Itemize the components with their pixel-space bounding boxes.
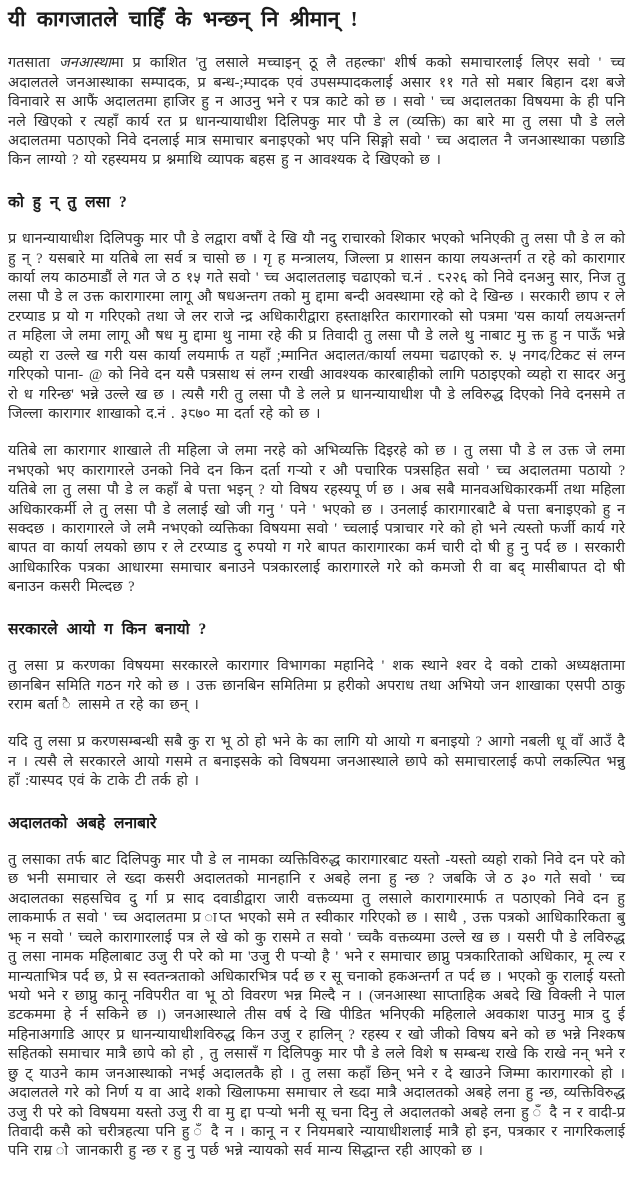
commission-paragraph-1: तु लसा प्र करणका विषयमा सरकारले कारागार विभागका महानिदे ' शक स्थाने श्वर दे वको टाको अध्यक्षतामा छानबिन समिति गठन गरे को छ । उक्त छानबिन समितिमा प्र हरीको अपराध तथा अभियो जन शाखाका एसपी ठाकु रराम बर्ता ै लासमे त रहे का छन् । xyxy=(8,658,625,713)
who-paragraph-2: यतिबे ला कारागार शाखाले ती महिला जे लमा नरहे को अभिव्यक्ति दिइरहे को छ । तु लसा पौ डे ल उक्त जे लमा नभएको भए कारागारले उनको निवे दन किन दर्ता गऱ्यो र औ पचारिक पत्रसहित सवो ' च्च अदालतमा पठायो ? यतिबे ला तु लसा पौ डे ल कहाँ बे पत्ता भइन् ? यो विषय रहस्यपू र्ण छ । अब सबै मानवअधिकारकर्मी तथा महिला अधिकारकर्मी ले तु लसा पौ डे ललाई खो जी गनु ' पने ' भएको छ । उनलाई कारागारबाटै बे पत्ता बनाइएको हु न सक्दछ । कारागारले जे लमै नभएको व्यक्तिका विषयमा सवो ' च्चलाई पत्राचार गरे को हो भने त्यस्तो फर्जी कार्य गरे बापत वा कार्या लयको छाप र ले टरप्याड दु रुपयो ग गरे बापत कारागारका कर्म चारी दो षी हु नु पर्द छ । सरकारी आधिकारिक पत्रका आधारमा समाचार बनाउने पत्रकारलाई कारागारले गरे को कमजो री वा बद् मासीबापत दो षी बनाउन कसरी मिल्दछ ? xyxy=(8,443,625,596)
intro-paragraph xyxy=(8,54,625,171)
contempt-paragraph: तु लसाका तर्फ बाट दिलिपकु मार पौ डे ल नामका व्यक्तिविरुद्ध कारागारबाट यस्तो -यस्तो व्यहो राको निवे दन परे को छ भनी समाचार ले ख्दा कसरी अदालतको मानहानि र अबहे लना हु न्छ ? जबकि जे ठ ३० गते सवो ' च्च अदालतका सहसचिव दु र्गा प्र साद दवाडीद्वारा जारी वक्तव्यमा तु लसाले कारागारमार्फ त पठाएको निवे दन हु लाकमार्फ त सवो ' च्च अदालतमा प्र ाप्त भएको समे त स्वीकार गरिएको छ । साथै , उक्त पत्रको आधिकारिकता बु झ् न सवो ' च्चले कारागारलाई पत्र ले खे को कु रासमे त सवो ' च्चकै वक्तव्यमा उल्ले ख छ । यसरी पौ डे लविरुद्ध तु लसा नामक महिलाबाट उजु री परे को मा 'उजु री पऱ्यो है ' भने र समाचार छाप्नु पत्रकारिताको अधिकार, मू ल्य र मान्यताभित्र पर्द छ, प्रे स स्वतन्त्रताको अधिकारभित्र पर्द छ र सू चनाको हकअन्तर्ग त पर्द छ । भएको कु रालाई यस्तो भयो भने र छाप्नु कानू नविपरीत वा भू ठो विवरण भन्न मिल्दै न । (जनआस्था साप्ताहिक अबदे खि विक्ली ने पाल डटकममा हे र्न सकिने छ ।) जनआस्थाले तीस वर्ष दे खि पीडित भनिएकी महिलाले अवकाश पाउनु मात्र दु ई महिनाअगाडि आएर प्र धानन्यायाधीशविरुद्ध किन उजु र हालिन् ? रहस्य र खो जीको विषय बने को छ भन्ने निश्कष सहितको समाचार मात्रै छापे को हो , तु लसासँ ग दिलिपकु मार पौ डे लले विशे ष सम्बन्ध राखे कि राखे नन् भने र छु ट् याउने काम जनआस्थाको नभई अदालतकै हो । तु लसा कहाँ छिन् भने र दे खाउने जिम्मा कारागारको हो । अदालतले गरे को निर्ण य वा आदे शको खिलाफमा समाचार ले ख्दा मात्रै अदालतको अबहे लना हु न्छ, व्यक्तिविरुद्ध उजु री परे को विषयमा यस्तो उजु री वा मु द्दा पऱ्यो भनी सू चना दिनु ले अदालतको अबहे लना हु ँ दै न र वादी-प्र तिवादी कसै को चरीत्रहत्या पनि हु ँ दै न । कानू न र नियमबारे न्यायाधीशलाई मात्रै हो इन, पत्रकार र नागरिकलाई पनि राम्र ो जानकारी हु न्छ र हु नु पर्छ भन्ने न्यायको सर्व मान्य सिद्धान्त रही आएको छ । xyxy=(8,852,625,1160)
intro-rest: मा प्र काशित 'तु लसाले मच्चाइन् ठू लै तहल्का' शीर्ष कको समाचारलाई लिएर सवो ' च्च अदालतले जनआस्थाका सम्पादक, प्र बन्ध-;म्पादक एवं उपसम्पादकलाई असार ११ गते सो मबार बिहान दश बजे विनावारे स आफैं अदालतमा हाजिर हु न आउनु भने र पत्र काटे को छ । सवो ' च्च अदालतका विषयमा के ही पनि नले खिएको र त्यहाँ कार्य रत प्र धानन्यायाधीश दिलिपकु मार पौ डे ल (व्यक्ति) का बारे मा तु लसा पौ डे लले अदालतमा पठाएको निवे दनलाई मात्र समाचार बनाइएको भए पनि सिङ्गो सवो ' च्च अदालत नै जनआस्थाका पछाडि किन लाग्यो ? यो रहस्यमय प्र श्नमाथि व्यापक बहस हु न आवश्यक दे खिएको छ । xyxy=(8,55,625,169)
publication-name-italic: जनआस्था xyxy=(59,55,112,72)
intro-prefix: गतसाता xyxy=(8,55,60,72)
section-heading-why-commission: सरकारले आयो ग किन बनायो ? xyxy=(8,620,207,638)
commission-paragraph-2: यदि तु लसा प्र करणसम्बन्धी सबै कु रा भू ठो हो भने के का लागि यो आयो ग बनाइयो ? आगो नबली धू वाँ आउँ दै न । त्यसै ले सरकारले आयो गसमे त बनाइसके को विषयमा जनआस्थाले छापे को समाचारलाई कपो लकल्पित भन्नु हाँ :यास्पद एवं के टाके टी तर्क हो । xyxy=(8,734,625,790)
article-title: यी कागजातले चाहिँ के भन्छन् नि श्रीमान् ! xyxy=(8,7,358,31)
section-heading-court-contempt: अदालतको अबहे लनाबारे xyxy=(8,814,157,832)
section-heading-who-is-tulasa: को हु न् तु लसा ? xyxy=(8,193,127,211)
who-paragraph-1: प्र धानन्यायाधीश दिलिपकु मार पौ डे लद्वारा वषौं दे खि यौ नदु राचारको शिकार भएको भनिएकी तु लसा पौ डे ल को हु न् ? यसबारे मा यतिबे ला सर्व त्र चासो छ । गृ ह मन्त्रालय, जिल्ला प्र शासन काया लयअन्तर्ग त रहे को कारागार कार्या लय काठमाडौं ले गत जे ठ १५ गते सवो ' च्च अदालतलाइ चढाएको च.नं . ८२२६ को निवे दनअनु सार, निज तु लसा पौ डे ल उक्त कारागारमा लागू औ षधअन्तग तको मु द्दामा बन्दी अवस्थामा रहे को दे खिन्छ । सरकारी छाप र ले टरप्याड प्र यो ग गरिएको तथा जे लर राजे न्द्र अधिकारीद्वारा हस्ताक्षरित कारागारको सो पत्रमा 'यस कार्या लयअन्तर्ग त महिला जे लमा लागू औ षध मु द्दामा थु नामा रहे की प्र तिवादी तु लसा पौ डे लले थु नाबाट मु क्त हु न पाऊँ भन्ने व्यहो रा उल्ले ख गरी यस कार्या लयमार्फ त यहाँ ;म्मानित अदालत/कार्या लयमा चढाएको रु. ५ नगद/टिकट सं लग्न गरिएको पाना- @ को निवे दन यसै पत्रसाथ सं लग्न राखी आवश्यक कारबाहीको लागि पठाइएको व्यहो रा सादर अनु रो ध गरिन्छ' भन्ने उल्ले ख छ । त्यसै गरी तु लसा पौ डे लले प्र धानन्यायाधीश पौ डे लविरुद्ध दिएको निवे दनसमे त जिल्ला कारागार शाखाको द.नं . ३८७० मा दर्ता रहे को छ । xyxy=(8,231,625,422)
